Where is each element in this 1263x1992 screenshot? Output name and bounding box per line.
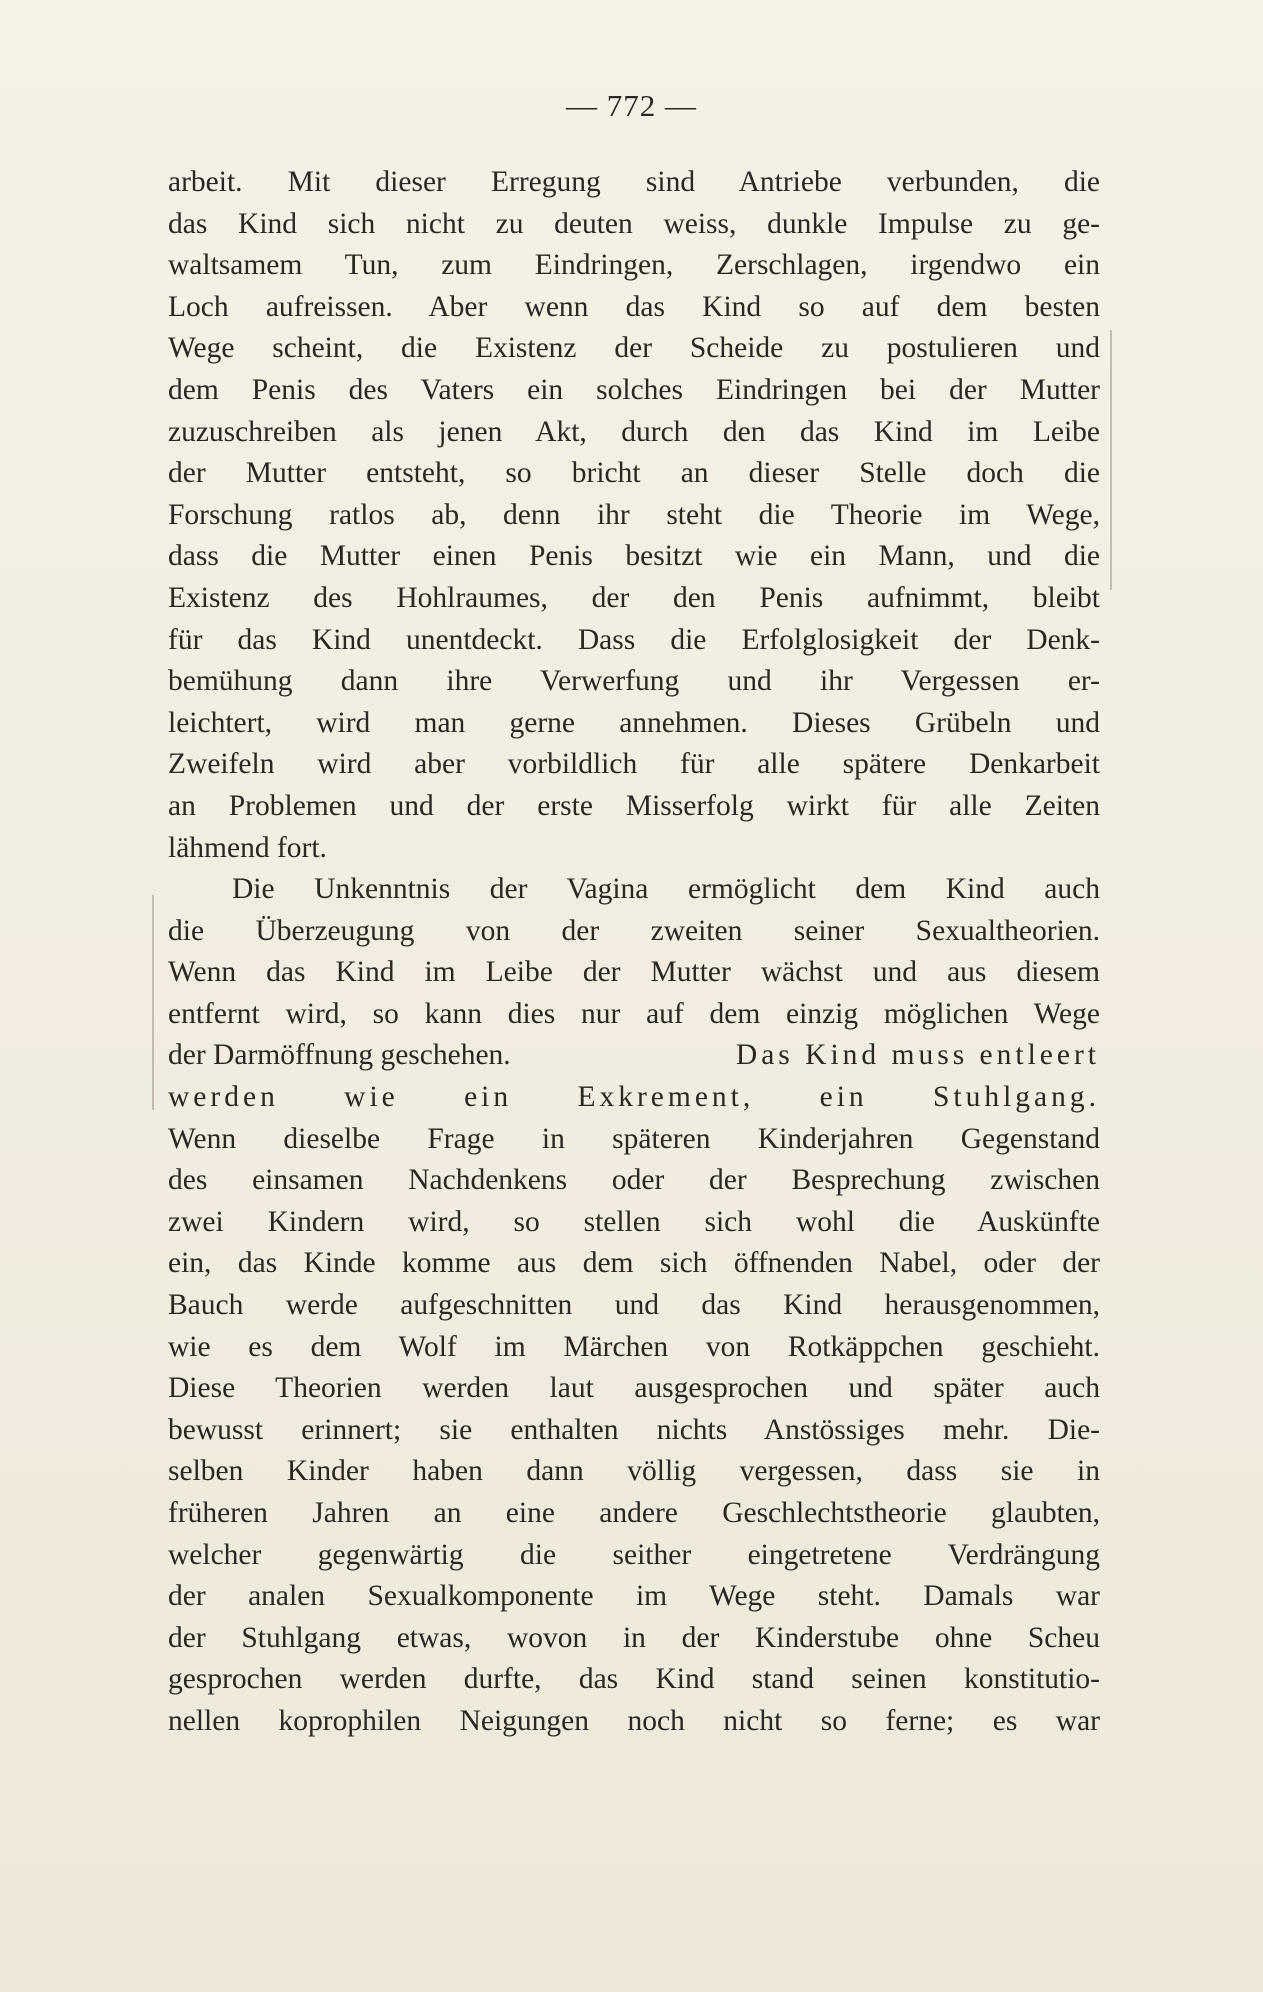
text-line: leichtert, wird man gerne annehmen. Dieses Grübeln und — [168, 706, 1100, 739]
text-line: dem Penis des Vaters ein solches Eindringen bei der Mutter — [168, 373, 1100, 406]
text-line-mixed — [168, 1035, 1100, 1077]
margin-mark — [1110, 330, 1112, 590]
text-line: bemühung dann ihre Verwerfung und ihr Vergessen er- — [168, 665, 1100, 698]
body-text — [168, 162, 1100, 1743]
text-segment: der Darmöffnung geschehen. — [168, 1039, 511, 1072]
text-line: Wenn das Kind im Leibe der Mutter wächst und aus diesem — [168, 956, 1100, 989]
text-line: selben Kinder haben dann völlig vergessen, dass sie in — [168, 1455, 1100, 1488]
text-line: bewusst erinnert; sie enthalten nichts Anstössiges mehr. Die- — [168, 1413, 1100, 1446]
text-line: Wenn dieselbe Frage in späteren Kinderjahren Gegenstand — [168, 1122, 1100, 1155]
text-line: Bauch werde aufgeschnitten und das Kind herausgenommen, — [168, 1289, 1100, 1322]
page-number: — 772 — — [566, 88, 697, 123]
text-line: welcher gegenwärtig die seither eingetretene Verdrängung — [168, 1538, 1100, 1571]
text-line: zuzuschreiben als jenen Akt, durch den das Kind im Leibe — [168, 415, 1100, 448]
text-line: lähmend fort. — [168, 831, 327, 864]
text-line: waltsamem Tun, zum Eindringen, Zerschlagen, irgendwo ein — [168, 249, 1100, 282]
text-line: gesprochen werden durfte, das Kind stand seinen konstitutio- — [168, 1663, 1100, 1696]
text-line: Existenz des Hohlraumes, der den Penis aufnimmt, bleibt — [168, 581, 1100, 614]
text-line: der Stuhlgang etwas, wovon in der Kinderstube ohne Scheu — [168, 1621, 1100, 1654]
text-line: wie es dem Wolf im Märchen von Rotkäppchen geschieht. — [168, 1330, 1100, 1363]
text-line: Wege scheint, die Existenz der Scheide zu postulieren und — [168, 332, 1100, 365]
text-line: des einsamen Nachdenkens oder der Besprechung zwischen — [168, 1164, 1100, 1197]
text-line: der Mutter entsteht, so bricht an dieser Stelle doch die — [168, 457, 1100, 490]
text-line: Forschung ratlos ab, denn ihr steht die Theorie im Wege, — [168, 498, 1100, 531]
text-line: früheren Jahren an eine andere Geschlechtstheorie glaubten, — [168, 1497, 1100, 1529]
text-line: ein, das Kinde komme aus dem sich öffnenden Nabel, oder der — [168, 1247, 1100, 1280]
margin-mark — [152, 895, 154, 1110]
text-line: entfernt wird, so kann dies nur auf dem einzig möglichen Wege — [168, 997, 1100, 1030]
text-line: Diese Theorien werden laut ausgesprochen und später auch — [168, 1372, 1100, 1405]
text-line: Die Unkenntnis der Vagina ermöglicht dem Kind auch — [232, 873, 1100, 906]
emphasis-text: Das Kind muss entleert — [735, 1039, 1100, 1072]
text-line: Zweifeln wird aber vorbildlich für alle spätere Denkarbeit — [168, 748, 1100, 781]
text-line: die Überzeugung von der zweiten seiner Sexualtheorien. — [168, 914, 1100, 947]
text-line: für das Kind unentdeckt. Dass die Erfolglosigkeit der Denk- — [168, 623, 1100, 656]
emphasis-line: werden wie ein Exkrement, ein Stuhlgang. — [168, 1081, 1100, 1114]
text-line: nellen koprophilen Neigungen noch nicht so ferne; es war — [168, 1704, 1100, 1737]
text-line: dass die Mutter einen Penis besitzt wie ein Mann, und die — [168, 540, 1100, 573]
text-line: Loch aufreissen. Aber wenn das Kind so auf dem besten — [168, 290, 1100, 323]
text-line: der analen Sexualkomponente im Wege steht. Damals war — [168, 1580, 1100, 1613]
text-line: das Kind sich nicht zu deuten weiss, dunkle Impulse zu ge- — [168, 207, 1100, 240]
text-line: arbeit. Mit dieser Erregung sind Antriebe verbunden, die — [168, 166, 1100, 198]
text-line: zwei Kindern wird, so stellen sich wohl die Auskünfte — [168, 1205, 1100, 1238]
text-line: an Problemen und der erste Misserfolg wirkt für alle Zeiten — [168, 789, 1100, 822]
